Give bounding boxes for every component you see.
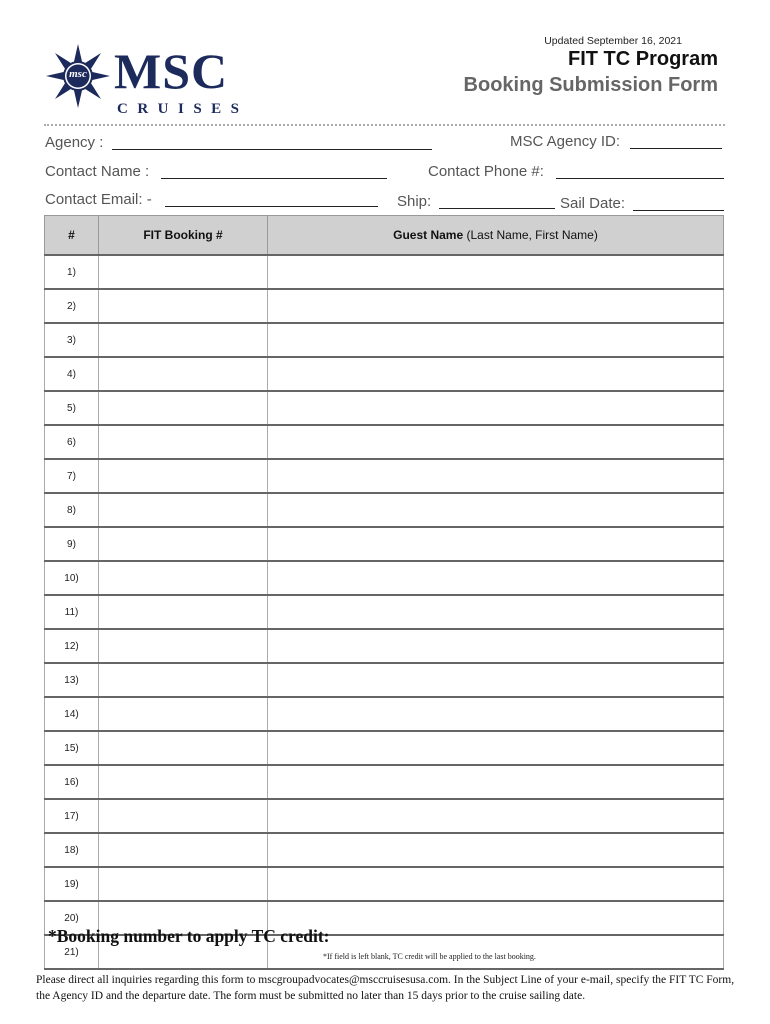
row-number: 14) [45,697,99,731]
table-row [45,765,724,799]
booking-number-cell[interactable] [99,629,268,663]
booking-note-title: *Booking number to apply TC credit: [48,926,330,946]
row-number: 12) [45,629,99,663]
row-number: 6) [45,425,99,459]
table-row [45,629,724,663]
guest-name-cell[interactable] [268,425,724,459]
booking-number-cell[interactable] [99,731,268,765]
table-row [45,595,724,629]
guest-name-cell[interactable] [268,697,724,731]
guest-name-cell[interactable] [268,493,724,527]
booking-number-cell[interactable] [99,357,268,391]
table-row [45,663,724,697]
booking-number-cell[interactable] [99,289,268,323]
row-number: 17) [45,799,99,833]
col-guest-header [268,216,724,256]
contact-email-label: Contact Email: - [45,191,152,208]
guest-name-cell[interactable] [268,255,724,289]
agency-id-label: MSC Agency ID: [510,133,621,150]
table-row [45,527,724,561]
table-row [45,561,724,595]
col-num-header: # [45,216,99,256]
row-number: 2) [45,289,99,323]
guest-name-cell[interactable] [268,527,724,561]
ship-field[interactable] [439,208,555,209]
table-row [45,799,724,833]
booking-number-cell[interactable] [99,799,268,833]
booking-table [44,215,724,970]
row-number: 11) [45,595,99,629]
guest-name-cell[interactable] [268,595,724,629]
contact-email-field[interactable] [165,206,378,207]
booking-number-cell[interactable] [99,867,268,901]
table-row [45,425,724,459]
booking-number-cell[interactable] [99,595,268,629]
agency-label: Agency : [45,134,104,151]
form-subtitle: Booking Submission Form [463,74,718,96]
booking-number-cell[interactable] [99,527,268,561]
row-number: 1) [45,255,99,289]
guest-name-cell[interactable] [268,289,724,323]
booking-number-cell[interactable] [99,391,268,425]
row-number: 4) [45,357,99,391]
form-title: FIT TC Program [567,48,718,70]
row-number: 18) [45,833,99,867]
booking-number-cell[interactable] [99,663,268,697]
sail-date-label: Sail Date: [560,195,626,212]
updated-date: Updated September 16, 2021 [544,35,682,47]
guest-name-cell[interactable] [268,459,724,493]
row-number: 21) [45,935,99,969]
contact-phone-field[interactable] [556,178,724,179]
booking-number-cell[interactable] [99,459,268,493]
row-number: 19) [45,867,99,901]
logo-tagline: CRUISES [117,101,249,117]
table-row [45,731,724,765]
contact-phone-label: Contact Phone #: [428,163,544,180]
logo-brand: MSC [114,43,229,99]
table-row [45,255,724,289]
guest-name-cell[interactable] [268,833,724,867]
contact-name-field[interactable] [161,178,387,179]
guest-name-cell[interactable] [268,323,724,357]
agency-field[interactable] [112,149,432,150]
row-number: 7) [45,459,99,493]
booking-note-small: *If field is left blank, TC credit will be applied to the last booking. [323,952,536,961]
table-header-row [45,216,724,256]
table-row [45,459,724,493]
guest-name-cell[interactable] [268,731,724,765]
guest-name-cell[interactable] [268,561,724,595]
booking-number-cell[interactable] [99,493,268,527]
guest-name-cell[interactable] [268,391,724,425]
row-number: 8) [45,493,99,527]
booking-number-cell[interactable] [99,561,268,595]
table-row [45,493,724,527]
booking-number-cell[interactable] [99,765,268,799]
guest-name-cell[interactable] [268,357,724,391]
table-row [45,289,724,323]
col-booking-header: FIT Booking # [99,216,268,256]
table-row [45,833,724,867]
row-number: 13) [45,663,99,697]
header-divider [44,124,725,126]
guest-name-cell[interactable] [268,629,724,663]
booking-number-cell[interactable] [99,323,268,357]
guest-name-cell[interactable] [268,765,724,799]
sail-date-field[interactable] [633,210,724,211]
footer-instructions: Please direct all inquiries regarding this form to mscgroupadvocates@msccruisesusa.com. In the Subject Line of your e-mail, specify the FIT TC Form, the Agency ID and the departure date. The form must be submitted no later than 15 days prior to the cruise sailing date. [36,974,735,1002]
row-number: 15) [45,731,99,765]
agency-id-field[interactable] [630,148,722,149]
guest-name-cell[interactable] [268,663,724,697]
table-row [45,697,724,731]
booking-number-cell[interactable] [99,697,268,731]
booking-number-cell[interactable] [99,833,268,867]
guest-name-cell[interactable] [268,867,724,901]
row-number: 16) [45,765,99,799]
table-row [45,323,724,357]
booking-number-cell[interactable] [99,425,268,459]
row-number: 3) [45,323,99,357]
table-row [45,867,724,901]
table-row [45,357,724,391]
ship-label: Ship: [397,193,432,210]
guest-name-cell[interactable] [268,799,724,833]
contact-name-label: Contact Name : [45,163,150,180]
logo-emblem-text: msc [69,68,87,80]
row-number: 10) [45,561,99,595]
row-number: 20) [45,901,99,935]
row-number: 5) [45,391,99,425]
guest-name-cell[interactable] [268,901,724,935]
guest-name-label: Guest Name [393,228,464,242]
guest-name-hint: (Last Name, First Name) [463,228,598,242]
row-number: 9) [45,527,99,561]
table-row [45,391,724,425]
booking-number-cell[interactable] [99,255,268,289]
